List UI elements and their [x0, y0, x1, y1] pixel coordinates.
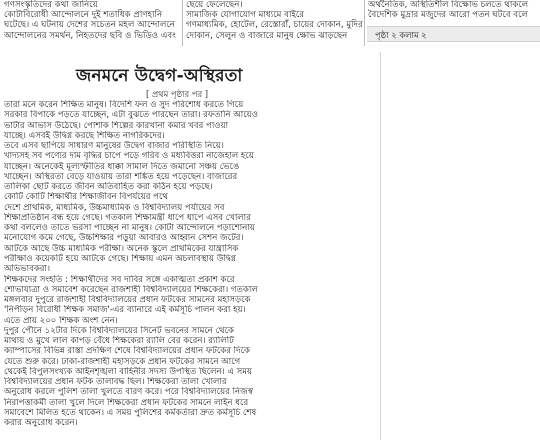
- text-line: গণসংস্কৃতিদের কথা জানিয়ে: [4, 0, 98, 10]
- article-line: মনোযোগ কমে গেছে, উচ্চশিক্ষার পড়ুয়া আবারও আহ্বান সেশন জটের।: [4, 233, 244, 244]
- article-line: যাচ্ছেন। অনেকেই মূল্যস্ফীতির ধাক্কা সামাল দিতে জমানো সঞ্চয় ভেঙে: [4, 161, 240, 172]
- text-line: ঘটেছে। এ ঘটনায় দেশের সচেতন মহল আন্দোলনে: [4, 20, 175, 31]
- article-line: কোটি কোটি শিক্ষার্থীর শিক্ষাজীবন বিপর্যয়ের পথে: [4, 192, 168, 203]
- article-line: সরকার বিপাকে পড়তে যাচ্ছেন, এটা বুঝতে পারছেন তারা। রফতানি আয়েও: [4, 110, 259, 121]
- article-line: 'নিপীড়ন বিরোধী শিক্ষক সমাজ'-এর ব্যানারে এই কর্মসূচি পালন করা হয়।: [4, 305, 246, 316]
- article-line: তারা মনে করেন শিক্ষিত মানুষ। বিদেশি ফল ও সুদ পরিশোধ করতে গিয়ে: [4, 100, 244, 110]
- article-line: অনুরোধ করলে পুলিশ তালা খুলতে বারণ করে। পরে বিশ্ববিদ্যালয়ের নিজস্ব: [4, 387, 253, 398]
- previous-articles-strip: [0, 0, 540, 48]
- article-line: খাচ্ছেন। অস্থিরতা বেড়ে যাওয়ায় তারা শঙ্কিত হয়ে পড়েছেন। বাজারের: [4, 171, 238, 182]
- article-line: মাথায় ও মুখে লাল কাপড় বেঁধে শিক্ষকেরা র‍্যালি বের করেন। র‍্যালিটি: [4, 336, 234, 347]
- text-line: কোটাবিরোধী আন্দোলনে দুই শতাধিক প্রাণহানি: [4, 10, 163, 21]
- column-divider: [182, 0, 183, 46]
- top-column-1: [4, 0, 182, 41]
- blank-column: [384, 48, 540, 440]
- text-line: বৈদেশিক মুদ্রার মজুদের আরো পতন ঘটবে বলে: [368, 10, 529, 21]
- article-line: করার অনুরোধ করেন।: [4, 418, 78, 429]
- article-line: ভাটার আভাস উঠেছে। পোশাক শিল্পের কারখানা কমার খবর পাওয়া: [4, 120, 229, 131]
- article-line: খাদ্যসহ সব পণ্যের দাম বৃদ্ধির চাপে পড়ে গরিব ও মধ্যবিত্তরা নাজেহাল হয়ে: [4, 151, 254, 162]
- top-column-2: [186, 0, 362, 41]
- article-line: শোভাযাত্রা ও সমাবেশ করেছেন রাজশাহী বিশ্ববিদ্যালয়ের শিক্ষকেরা। গতকাল: [4, 284, 258, 295]
- text-line: গণমাধ্যমিক, হোটেল, রেস্তোরাঁ, চায়ের দোকান, মুদির: [186, 20, 363, 31]
- article-line: দেশে প্রাথমিক, মাধ্যমিক, উচ্চমাধ্যমিক ও বিশ্ববিদ্যালয় পর্যায়ের সব: [4, 202, 225, 213]
- text-line: আন্দোলনের সমর্থন, নিহতদের ছবি ও ভিডিও এবং: [4, 30, 176, 41]
- text-line: অর্থনৈতিক, অস্থিতিশীল বিক্ষোভ চলতে থাকলে: [368, 0, 529, 10]
- article-line: থেকেই বিপুলসংখ্যক আইনশৃঙ্খলা বাহিনীর সদস্য উপস্থিত ছিলেন। এ সময়: [4, 366, 253, 377]
- article-line: এতে প্রায় ২০০ শিক্ষক অংশ নেন।: [4, 315, 118, 326]
- continued-from-note: [ প্রথম পৃষ্ঠার পর ]: [146, 89, 208, 99]
- text-line: ছেয়ে ফেলেছেন।: [186, 0, 243, 10]
- article-headline: জনমনে উদ্বেগ-অস্থিরতা: [76, 66, 243, 86]
- article-line: সমাবেশে মিলিত হতে থাকেন। এ সময় পুলিশের কর্মকর্তারা দ্রুত কর্মসূচি শেষ: [4, 407, 257, 418]
- article-line: যাচ্ছে। এসবই উদ্বিগ্ন করছে শিক্ষিত নাগরিকদের।: [4, 130, 165, 141]
- article-line: শিক্ষকদের সংহতি : শিক্ষার্থীদের সব দাবির সঙ্গে একাত্মতা প্রকাশ করে: [4, 274, 235, 285]
- article-line: পরীক্ষাও কয়েকটি হয়ে আটকে গেছে। শিক্ষায় এমন অচলাবস্থায় উদ্বিগ্ন: [4, 253, 237, 264]
- text-line: দোকান, সেলুন ও বাজারে মানুষ ক্ষোভ ঝাড়ছেন: [186, 30, 348, 41]
- continued-page-reference: পৃষ্ঠা ২ কলাম ২: [367, 26, 540, 42]
- article-line: তবে এসব ছাপিয়ে সাধারণ মানুষের উদ্বেগ বাজার পরিস্থিতি নিয়ে।: [4, 141, 224, 152]
- column-divider: [380, 52, 381, 440]
- article-line: তালিকা ছোট করতে জীবন অতিবাহিত করা কঠিন হয়ে পড়ছে।: [4, 182, 213, 193]
- article-line: শিক্ষাপ্রতিষ্ঠান বন্ধ হয়ে গেছে। গতকাল শিক্ষামন্ত্রী ধাপে ধাপে এসব খোলার: [4, 212, 251, 223]
- article-line: বিশ্ববিদ্যালয়ের প্রধান ফটক তালাবদ্ধ ছিল। শিক্ষকেরা তালা খোলার: [4, 377, 227, 388]
- article-line: আটকে আছে উচ্চ মাধ্যমিক পরীক্ষা। অনেক স্কুলে প্রাথমিকের যান্ত্রাসিক: [4, 243, 239, 254]
- column-divider: [364, 0, 365, 46]
- article-line: মঙ্গলবার দুপুরে রাজশাহী বিশ্ববিদ্যালয়ের প্রধান ফটকের সামনের মহাসড়কে: [4, 295, 251, 306]
- article-line: অভিভাবকরা।: [4, 264, 51, 275]
- article-body: [4, 100, 378, 429]
- article-line: দুপুর পৌনে ১২টার দিকে বিশ্ববিদ্যালয়ের সিনেট ভবনের সামনে থেকে: [4, 325, 235, 336]
- top-column-3: [368, 0, 538, 20]
- article-line: কথা বললেও তাতে ভরসা পাচ্ছেন না মানুষ। কোটা আন্দোলনে পড়াশোনায়: [4, 223, 255, 234]
- text-line: সামাজিক যোগাযোগ মাধ্যমে বাইরে: [186, 10, 305, 21]
- article-line: যেতে শুরু করে। ঢাকা-রাজশাহী মহাসড়কে প্রধান ফটকের সামনে আগে: [4, 356, 241, 367]
- article-line: নিরাপত্তাকর্মী তালা খুলে দিলে শিক্ষকেরা প্রধান ফটকের সামনে লাইন ধরে: [4, 397, 249, 408]
- article-line: ক্যাম্পাসের বিভিন্ন রাস্তা প্রদক্ষিণ শেষে বিশ্ববিদ্যালয়ের প্রধান ফটকের দিকে: [4, 346, 251, 357]
